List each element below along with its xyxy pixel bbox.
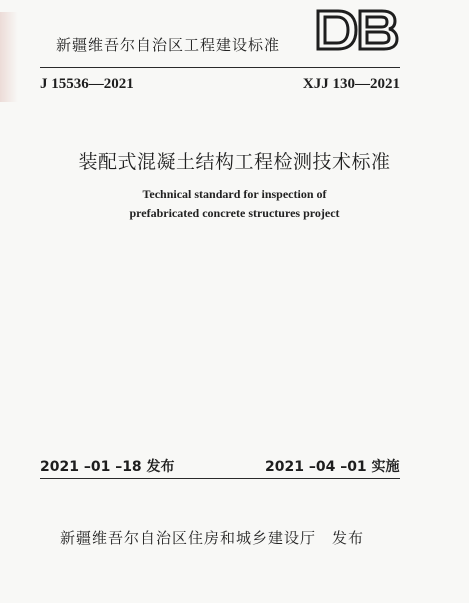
footer-divider: [40, 478, 400, 479]
footer-issuer: 新疆维吾尔自治区住房和城乡建设厅 发布: [60, 529, 365, 547]
standard-number: XJJ 130—2021: [302, 76, 400, 92]
paper-stain: [0, 12, 18, 102]
title-chinese: 装配式混凝土结构工程检测技术标准: [78, 151, 391, 173]
title-english-line2: prefabricated concrete structures project: [129, 206, 340, 220]
effective-date: 2021 –04 –01 实施: [265, 459, 400, 475]
header-divider: [40, 67, 400, 68]
issue-date: 2021 –01 –18 发布: [40, 459, 175, 475]
db-logo: [314, 8, 400, 52]
header-issuer: 新疆维吾尔自治区工程建设标准: [56, 36, 281, 54]
record-number: J 15536—2021: [40, 76, 134, 92]
title-english-line1: Technical standard for inspection of: [142, 187, 327, 201]
